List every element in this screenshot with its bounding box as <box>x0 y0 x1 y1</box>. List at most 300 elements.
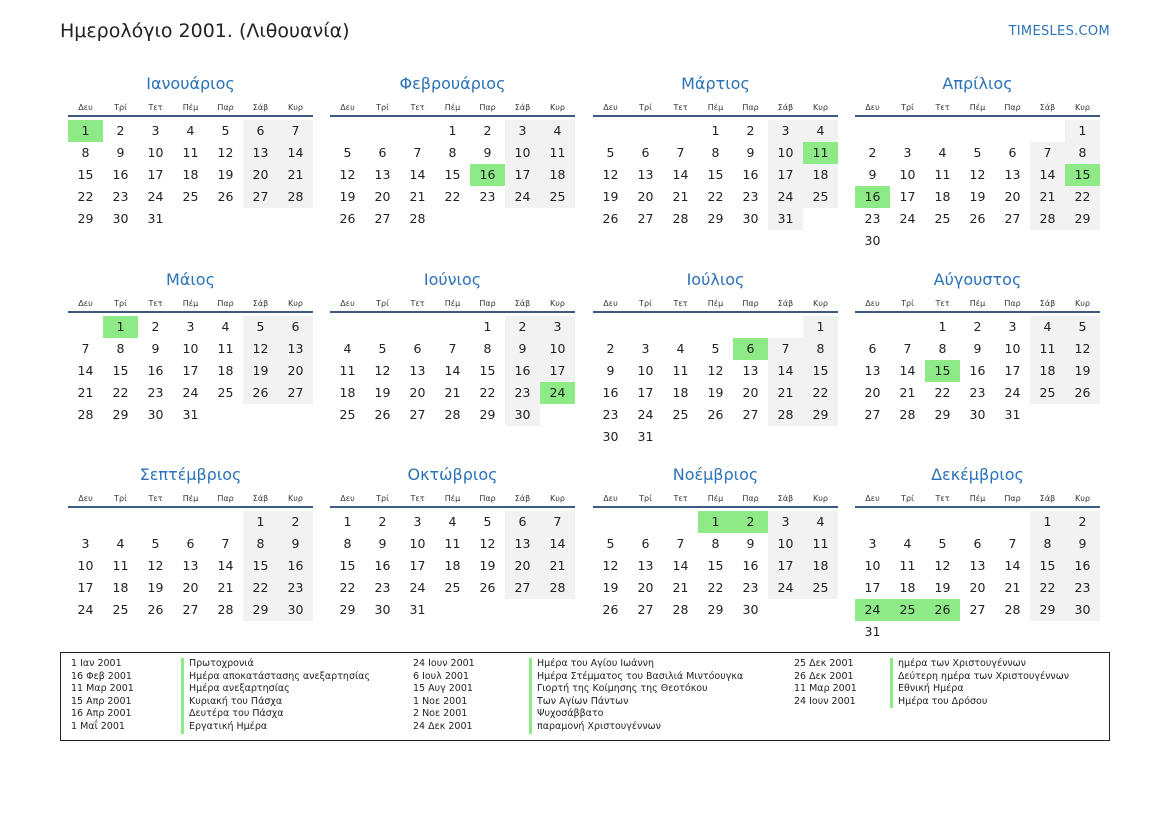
day-cell: 21 <box>768 382 803 404</box>
day-cell: 19 <box>969 189 986 204</box>
day-grid <box>68 120 313 230</box>
weekday-header <box>855 100 1100 117</box>
day-cell: 31 <box>182 407 199 422</box>
weekday-header <box>330 100 575 117</box>
weekday-label: Τρί <box>639 103 652 112</box>
weekday-label: Τετ <box>673 299 688 308</box>
day-cell: 6 <box>413 341 422 356</box>
day-cell: 29 <box>707 211 724 226</box>
legend-holiday-name: Ημέρα του Αγίου Ιωάννη <box>529 658 743 671</box>
day-cell: 8 <box>116 341 125 356</box>
day-cell: 18 <box>112 580 129 595</box>
day-cell: 11 <box>1030 338 1065 360</box>
day-cell: 7 <box>676 536 685 551</box>
day-cell: 7 <box>221 536 230 551</box>
day-cell: 27 <box>637 602 654 617</box>
day-cell: 11 <box>217 341 234 356</box>
month-block <box>68 73 313 230</box>
day-cell: 5 <box>1065 316 1100 338</box>
day-cell: 10 <box>899 167 916 182</box>
day-cell: 25 <box>934 211 951 226</box>
site-link[interactable]: TIMESLES.COM <box>1008 24 1110 39</box>
day-cell: 29 <box>339 602 356 617</box>
day-cell: 4 <box>186 123 195 138</box>
weekday-label: Τρί <box>639 299 652 308</box>
month-name: Μάιος <box>166 270 215 289</box>
weekday-label: Τρί <box>901 494 914 503</box>
day-cell: 25 <box>182 189 199 204</box>
day-grid <box>330 120 575 230</box>
day-cell: 19 <box>602 189 619 204</box>
weekday-label: Κυρ <box>288 103 303 112</box>
day-cell: 24 <box>505 186 540 208</box>
day-cell: 27 <box>864 407 881 422</box>
holiday-day: 11 <box>803 142 838 164</box>
weekday-label: Σάβ <box>514 103 531 112</box>
day-cell: 13 <box>409 363 426 378</box>
day-cell: 27 <box>374 211 391 226</box>
day-cell: 20 <box>864 385 881 400</box>
weekday-label: Δευ <box>340 494 355 503</box>
legend-date: 1 Μαΐ 2001 <box>71 720 125 732</box>
day-cell: 7 <box>540 511 575 533</box>
day-cell: 10 <box>409 536 426 551</box>
weekday-label: Δευ <box>865 299 880 308</box>
day-cell: 12 <box>479 536 496 551</box>
day-cell: 26 <box>243 382 278 404</box>
day-cell: 15 <box>479 363 496 378</box>
day-cell: 19 <box>707 385 724 400</box>
day-grid <box>593 316 838 448</box>
day-cell: 30 <box>374 602 391 617</box>
legend-date: 24 Δεκ 2001 <box>413 720 473 732</box>
empty-cell <box>330 316 365 338</box>
legend-holiday-name: παραμονή Χριστουγέννων <box>529 721 743 734</box>
weekday-label: Κυρ <box>288 299 303 308</box>
empty-cell <box>960 120 995 142</box>
day-cell: 3 <box>151 123 160 138</box>
day-cell: 23 <box>479 189 496 204</box>
day-cell: 12 <box>969 167 986 182</box>
day-cell: 19 <box>243 360 278 382</box>
month-block <box>855 73 1100 252</box>
day-cell: 21 <box>672 189 689 204</box>
weekday-label: Τετ <box>935 299 950 308</box>
weekday-label: Παρ <box>742 103 759 112</box>
weekday-label: Πέμ <box>969 103 986 112</box>
day-cell: 16 <box>374 558 391 573</box>
weekday-label: Παρ <box>217 299 234 308</box>
day-cell: 22 <box>339 580 356 595</box>
weekday-label: Πέμ <box>444 103 461 112</box>
holiday-day: 15 <box>1065 164 1100 186</box>
day-cell: 10 <box>864 558 881 573</box>
day-cell: 18 <box>803 164 838 186</box>
day-cell: 4 <box>938 145 947 160</box>
day-cell: 22 <box>803 382 838 404</box>
weekday-label: Κυρ <box>550 103 565 112</box>
day-cell: 19 <box>147 580 164 595</box>
day-cell: 2 <box>378 514 387 529</box>
day-cell: 7 <box>1008 536 1017 551</box>
empty-cell <box>330 120 365 142</box>
holiday-day: 24 <box>855 599 890 621</box>
weekday-label: Τετ <box>673 494 688 503</box>
day-cell: 1 <box>803 316 838 338</box>
day-cell: 26 <box>147 602 164 617</box>
day-cell: 20 <box>374 189 391 204</box>
day-cell: 3 <box>81 536 90 551</box>
day-cell: 4 <box>1030 316 1065 338</box>
day-cell: 15 <box>243 555 278 577</box>
day-cell: 13 <box>278 338 313 360</box>
day-cell: 3 <box>505 120 540 142</box>
holiday-day: 24 <box>540 382 575 404</box>
legend-holiday-name: Ψυχοσάββατο <box>529 708 743 721</box>
day-cell: 9 <box>483 145 492 160</box>
weekday-label: Τετ <box>673 103 688 112</box>
day-cell: 16 <box>278 555 313 577</box>
holiday-day: 1 <box>698 511 733 533</box>
day-cell: 20 <box>742 385 759 400</box>
legend-names-column <box>890 658 1069 708</box>
day-cell: 30 <box>742 602 759 617</box>
day-cell: 24 <box>77 602 94 617</box>
empty-cell <box>173 511 208 533</box>
day-cell: 1 <box>448 123 457 138</box>
day-cell: 3 <box>413 514 422 529</box>
legend-holiday-name: Των Αγίων Πάντων <box>529 696 743 709</box>
day-cell: 31 <box>1004 407 1021 422</box>
empty-cell <box>995 511 1030 533</box>
weekday-label: Δευ <box>603 299 618 308</box>
day-cell: 3 <box>768 511 803 533</box>
day-cell: 2 <box>746 123 755 138</box>
empty-cell <box>68 316 103 338</box>
day-cell: 17 <box>505 164 540 186</box>
empty-cell <box>768 316 803 338</box>
day-cell: 9 <box>116 145 125 160</box>
weekday-header <box>330 296 575 313</box>
day-cell: 22 <box>934 385 951 400</box>
day-cell: 7 <box>1030 142 1065 164</box>
weekday-label: Σάβ <box>1039 103 1056 112</box>
day-cell: 3 <box>903 145 912 160</box>
day-cell: 2 <box>606 341 615 356</box>
legend-holiday-name: Κυριακή του Πάσχα <box>181 696 370 709</box>
day-grid <box>855 120 1100 252</box>
day-cell: 2 <box>1065 511 1100 533</box>
day-cell: 7 <box>903 341 912 356</box>
day-cell: 29 <box>1030 599 1065 621</box>
weekday-header <box>593 296 838 313</box>
weekday-header <box>593 100 838 117</box>
day-cell: 8 <box>343 536 352 551</box>
weekday-label: Δευ <box>340 103 355 112</box>
day-cell: 30 <box>278 599 313 621</box>
day-cell: 3 <box>540 316 575 338</box>
weekday-label: Τρί <box>901 299 914 308</box>
day-cell: 5 <box>221 123 230 138</box>
month-name: Ιανουάριος <box>146 74 235 93</box>
empty-cell <box>365 316 400 338</box>
weekday-header <box>593 491 838 508</box>
page-title: Ημερολόγιο 2001. (Λιθουανία) <box>60 20 350 42</box>
empty-cell <box>855 120 890 142</box>
empty-cell <box>663 511 698 533</box>
day-cell: 24 <box>768 577 803 599</box>
day-cell: 25 <box>672 407 689 422</box>
weekday-label: Κυρ <box>813 494 828 503</box>
day-cell: 27 <box>1004 211 1021 226</box>
day-cell: 25 <box>803 186 838 208</box>
weekday-label: Παρ <box>479 299 496 308</box>
weekday-label: Πέμ <box>707 103 724 112</box>
day-cell: 4 <box>221 319 230 334</box>
month-block <box>593 73 838 230</box>
weekday-label: Τετ <box>935 494 950 503</box>
empty-cell <box>628 120 663 142</box>
holiday-day: 1 <box>68 120 103 142</box>
legend-date: 16 Απρ 2001 <box>71 708 132 720</box>
day-cell: 17 <box>540 360 575 382</box>
day-cell: 5 <box>483 514 492 529</box>
day-cell: 8 <box>711 536 720 551</box>
day-cell: 10 <box>77 558 94 573</box>
month-name: Σεπτέμβριος <box>139 465 242 484</box>
legend-holiday-name: Εθνική Ημέρα <box>890 683 1069 696</box>
holiday-day: 16 <box>470 164 505 186</box>
legend-holiday-name: Πρωτοχρονιά <box>181 658 370 671</box>
legend-dates-column <box>794 658 857 708</box>
day-cell: 14 <box>899 363 916 378</box>
day-cell: 27 <box>182 602 199 617</box>
day-cell: 29 <box>77 211 94 226</box>
day-cell: 17 <box>637 385 654 400</box>
weekday-label: Τρί <box>114 299 127 308</box>
legend-holiday-name: Εργατική Ημέρα <box>181 721 370 734</box>
day-cell: 6 <box>378 145 387 160</box>
day-cell: 26 <box>479 580 496 595</box>
day-cell: 7 <box>768 338 803 360</box>
weekday-label: Παρ <box>479 103 496 112</box>
day-cell: 3 <box>186 319 195 334</box>
day-cell: 28 <box>77 407 94 422</box>
day-cell: 23 <box>864 211 881 226</box>
day-cell: 26 <box>602 211 619 226</box>
weekday-label: Παρ <box>479 494 496 503</box>
day-cell: 28 <box>278 186 313 208</box>
weekday-label: Τετ <box>148 494 163 503</box>
day-cell: 3 <box>641 341 650 356</box>
day-cell: 23 <box>602 407 619 422</box>
day-cell: 9 <box>973 341 982 356</box>
weekday-label: Πέμ <box>969 494 986 503</box>
legend-date: 1 Νοε 2001 <box>413 695 468 707</box>
day-cell: 21 <box>1004 580 1021 595</box>
day-cell: 13 <box>374 167 391 182</box>
day-cell: 7 <box>448 341 457 356</box>
day-cell: 21 <box>217 580 234 595</box>
day-grid <box>855 511 1100 643</box>
weekday-label: Σάβ <box>252 299 269 308</box>
day-cell: 5 <box>606 145 615 160</box>
day-cell: 23 <box>1065 577 1100 599</box>
holiday-day: 16 <box>855 186 890 208</box>
day-cell: 27 <box>505 577 540 599</box>
weekday-label: Κυρ <box>1075 299 1090 308</box>
day-cell: 9 <box>151 341 160 356</box>
day-cell: 26 <box>217 189 234 204</box>
day-cell: 17 <box>768 555 803 577</box>
weekday-label: Κυρ <box>550 494 565 503</box>
day-cell: 2 <box>973 319 982 334</box>
day-cell: 23 <box>112 189 129 204</box>
day-cell: 13 <box>864 363 881 378</box>
day-cell: 8 <box>448 145 457 160</box>
day-cell: 6 <box>186 536 195 551</box>
weekday-label: Τετ <box>410 103 425 112</box>
day-cell: 15 <box>803 360 838 382</box>
day-cell: 14 <box>540 533 575 555</box>
weekday-label: Τρί <box>639 494 652 503</box>
day-cell: 1 <box>1030 511 1065 533</box>
day-cell: 27 <box>742 407 759 422</box>
day-cell: 11 <box>540 142 575 164</box>
day-cell: 23 <box>147 385 164 400</box>
day-cell: 12 <box>217 145 234 160</box>
day-cell: 23 <box>742 580 759 595</box>
day-cell: 13 <box>182 558 199 573</box>
weekday-label: Παρ <box>1004 103 1021 112</box>
legend-holiday-name: Ημέρα Στέμματος του Βασιλιά Μιντόουγκα <box>529 671 743 684</box>
empty-cell <box>890 511 925 533</box>
weekday-label: Σάβ <box>252 103 269 112</box>
day-cell: 20 <box>637 189 654 204</box>
day-cell: 8 <box>1030 533 1065 555</box>
day-cell: 1 <box>711 123 720 138</box>
day-cell: 4 <box>803 511 838 533</box>
day-cell: 14 <box>77 363 94 378</box>
day-cell: 19 <box>934 580 951 595</box>
day-cell: 26 <box>374 407 391 422</box>
day-cell: 14 <box>768 360 803 382</box>
empty-cell <box>593 316 628 338</box>
weekday-label: Σάβ <box>252 494 269 503</box>
legend-holiday-name: Δεύτερη ημέρα των Χριστουγέννων <box>890 671 1069 684</box>
weekday-label: Τετ <box>148 103 163 112</box>
day-cell: 9 <box>1065 533 1100 555</box>
weekday-label: Τρί <box>114 103 127 112</box>
day-cell: 2 <box>483 123 492 138</box>
legend-date: 11 Μαρ 2001 <box>794 683 857 695</box>
weekday-label: Παρ <box>1004 299 1021 308</box>
day-cell: 24 <box>768 186 803 208</box>
empty-cell <box>68 511 103 533</box>
legend-date: 6 Ιουλ 2001 <box>413 670 469 682</box>
day-cell: 19 <box>479 558 496 573</box>
day-grid <box>68 316 313 426</box>
day-cell: 21 <box>77 385 94 400</box>
weekday-label: Πέμ <box>182 103 199 112</box>
day-cell: 26 <box>1065 382 1100 404</box>
day-grid <box>593 511 838 621</box>
day-cell: 2 <box>116 123 125 138</box>
legend-holiday-name: Δευτέρα του Πάσχα <box>181 708 370 721</box>
day-cell: 6 <box>641 536 650 551</box>
day-cell: 28 <box>672 602 689 617</box>
holiday-day: 25 <box>890 599 925 621</box>
day-cell: 13 <box>742 363 759 378</box>
legend-date: 1 Ιαν 2001 <box>71 658 122 669</box>
weekday-header <box>68 100 313 117</box>
day-cell: 18 <box>1030 360 1065 382</box>
day-cell: 28 <box>1030 208 1065 230</box>
weekday-label: Σάβ <box>1039 494 1056 503</box>
day-cell: 6 <box>243 120 278 142</box>
legend-dates-column <box>71 658 134 734</box>
day-grid <box>855 316 1100 426</box>
day-cell: 15 <box>707 167 724 182</box>
day-cell: 8 <box>803 338 838 360</box>
weekday-label: Δευ <box>603 103 618 112</box>
weekday-header <box>68 296 313 313</box>
day-cell: 14 <box>672 167 689 182</box>
day-cell: 31 <box>864 624 881 639</box>
weekday-label: Τετ <box>148 299 163 308</box>
day-cell: 9 <box>505 338 540 360</box>
day-cell: 1 <box>938 319 947 334</box>
day-cell: 18 <box>934 189 951 204</box>
day-cell: 18 <box>339 385 356 400</box>
day-grid <box>330 316 575 426</box>
day-cell: 10 <box>540 338 575 360</box>
empty-cell <box>855 511 890 533</box>
day-cell: 20 <box>505 555 540 577</box>
empty-cell <box>593 511 628 533</box>
day-cell: 5 <box>938 536 947 551</box>
day-cell: 21 <box>444 385 461 400</box>
day-cell: 30 <box>602 429 619 444</box>
day-cell: 18 <box>540 164 575 186</box>
weekday-label: Τετ <box>410 299 425 308</box>
day-cell: 21 <box>1030 186 1065 208</box>
month-block <box>68 464 313 621</box>
day-cell: 29 <box>243 599 278 621</box>
day-cell: 28 <box>1004 602 1021 617</box>
weekday-label: Πέμ <box>182 494 199 503</box>
day-cell: 3 <box>868 536 877 551</box>
day-cell: 5 <box>973 145 982 160</box>
day-cell: 30 <box>147 407 164 422</box>
day-cell: 15 <box>77 167 94 182</box>
weekday-label: Πέμ <box>969 299 986 308</box>
day-cell: 12 <box>374 363 391 378</box>
day-cell: 25 <box>339 407 356 422</box>
day-cell: 12 <box>602 167 619 182</box>
empty-cell <box>593 120 628 142</box>
day-cell: 4 <box>803 120 838 142</box>
day-cell: 24 <box>1004 385 1021 400</box>
day-cell: 18 <box>803 555 838 577</box>
weekday-label: Πέμ <box>444 494 461 503</box>
day-cell: 9 <box>278 533 313 555</box>
empty-cell <box>1030 120 1065 142</box>
weekday-label: Τρί <box>376 299 389 308</box>
day-cell: 2 <box>505 316 540 338</box>
day-cell: 26 <box>339 211 356 226</box>
day-cell: 15 <box>1030 555 1065 577</box>
